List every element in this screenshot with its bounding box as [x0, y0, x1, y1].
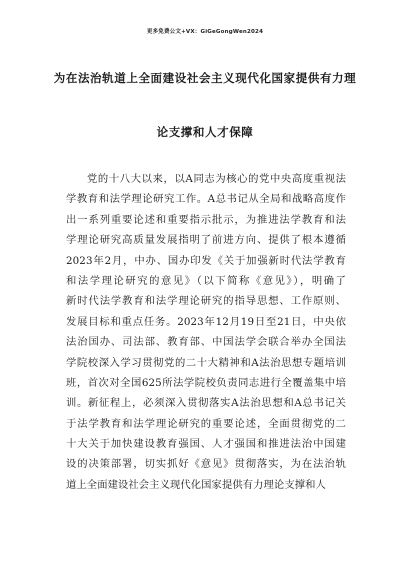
body-line: 设的决策部署，切实抓好《意见》贯彻落实，为在法治轨 [66, 458, 346, 471]
body-line: 2023年2月，中办、国办印发《关于加强新时代法学教育 [66, 254, 346, 267]
body-line: 道上全面建设社会主义现代化国家提供有力理论支撑和人 [66, 478, 326, 491]
document-body [66, 169, 346, 495]
body-line: 学理论研究高质量发展指明了前进方向、提供了根本遵循 [66, 234, 346, 247]
body-line: 学院校深入学习贯彻党的二十大精神和A法治思想专题培训 [66, 356, 346, 369]
body-line: 训。新征程上，必须深入贯彻落实A法治思想和A总书记关 [66, 397, 346, 410]
body-line: 学教育和法学理论研究工作。A总书记从全局和战略高度作 [66, 193, 346, 206]
body-line: 党的十八大以来，以A同志为核心的党中央高度重视法 [87, 173, 346, 185]
body-line: 十大关于加快建设教育强国、人才强国和推进法治中国建 [66, 438, 346, 451]
body-line: 于法学教育和法学理论研究的重要论述，全面贯彻党的二 [66, 417, 346, 430]
body-line: 新时代法学教育和法学理论研究的指导思想、工作原则、 [66, 295, 346, 308]
body-line: 发展目标和重点任务。2023年12月19日至21日，中央依 [66, 315, 346, 328]
body-line: 法治国办、司法部、教育部、中国法学会联合举办全国法 [66, 336, 346, 349]
body-line: 班，首次对全国625所法学院校负责同志进行全覆盖集中培 [66, 376, 346, 389]
body-line: 出一系列重要论述和重要指示批示，为推进法学教育和法 [66, 213, 346, 226]
document-title-line-1: 为在法治轨道上全面建设社会主义现代化国家提供有力理 [53, 71, 357, 85]
body-line: 和法学理论研究的意见》（以下简称《意见》），明确了 [66, 274, 346, 287]
header-note: 更多免费公文+VX：GiGeGongWen2024 [146, 29, 264, 35]
document-title-line-2: 论支撑和人才保障 [156, 125, 254, 139]
